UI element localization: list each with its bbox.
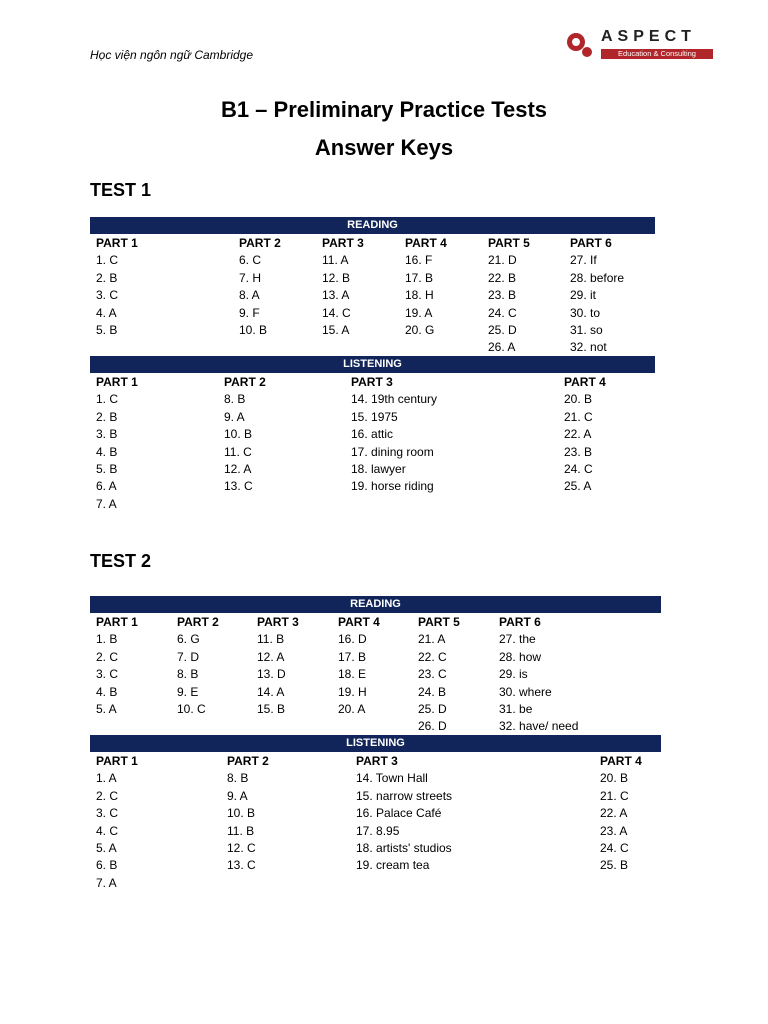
answer-item: 21. D	[488, 253, 517, 268]
answer-item: 21. C	[600, 788, 629, 803]
answer-item: 7. H	[239, 270, 262, 285]
institute-name: Học viện ngôn ngữ Cambridge	[90, 48, 254, 62]
answer-item: 13. C	[224, 479, 253, 494]
aspect-logo	[565, 28, 715, 62]
part-header: PART 1	[96, 754, 138, 768]
answer-item: 17. B	[338, 649, 367, 664]
answer-item: 25. B	[600, 858, 629, 873]
answer-item: 19. horse riding	[351, 479, 434, 494]
answer-item: 10. B	[224, 427, 253, 442]
answer-item: 9. F	[239, 305, 260, 320]
answer-column	[322, 235, 364, 339]
answer-item: 22. A	[564, 427, 592, 442]
answer-item: 6. A	[96, 479, 117, 494]
part-header: PART 1	[96, 236, 138, 250]
listening-band: LISTENING	[90, 356, 655, 373]
answer-item: 1. A	[96, 771, 117, 786]
answer-item: 3. B	[96, 427, 118, 442]
answer-item: 15. B	[257, 701, 286, 716]
answer-column	[224, 374, 266, 496]
logo-word: ASPECT	[601, 28, 696, 45]
page-title: B1 – Preliminary Practice Tests	[220, 97, 548, 122]
answer-item: 11. A	[322, 253, 349, 268]
answer-item: 12. C	[227, 840, 256, 855]
answer-item: 8. B	[177, 667, 199, 682]
answer-item: 16. D	[338, 632, 367, 647]
answer-item: 18. lawyer	[351, 461, 406, 476]
answer-item: 25. D	[418, 701, 447, 716]
answer-item: 20. B	[564, 392, 593, 407]
answer-item: 8. A	[239, 288, 260, 303]
answer-item: 17. 8.95	[356, 823, 400, 838]
answer-item: 14. A	[257, 684, 285, 699]
answer-item: 10. B	[227, 806, 256, 821]
answer-item: 14. 19th century	[351, 392, 438, 407]
answer-item: 13. C	[227, 858, 256, 873]
part-header: PART 3	[356, 754, 398, 768]
answer-item: 32. not	[570, 340, 607, 355]
answer-item: 20. G	[405, 322, 435, 337]
answer-column	[418, 614, 460, 736]
test-heading: TEST 2	[90, 551, 152, 571]
answer-column	[570, 235, 624, 357]
answer-item: 20. B	[600, 771, 629, 786]
answer-item: 7. A	[96, 875, 117, 890]
answer-item: 2. B	[96, 409, 118, 424]
answer-item: 17. B	[405, 270, 434, 285]
answer-item: 24. B	[418, 684, 447, 699]
page-subtitle: Answer Keys	[314, 135, 454, 160]
answer-item: 26. D	[418, 719, 447, 734]
answer-column	[564, 374, 606, 496]
answer-item: 18. artists' studios	[356, 840, 452, 855]
answer-item: 24. C	[600, 840, 629, 855]
answer-item: 16. Palace Café	[356, 806, 442, 821]
part-header: PART 3	[322, 236, 364, 250]
part-header: PART 4	[600, 754, 642, 768]
part-header: PART 2	[224, 375, 266, 389]
answer-column	[239, 235, 281, 339]
answer-item: 28. how	[499, 649, 542, 664]
part-header: PART 4	[564, 375, 606, 389]
answer-item: 27. If	[570, 253, 597, 268]
answer-item: 22. C	[418, 649, 447, 664]
answer-item: 6. C	[239, 253, 262, 268]
answer-item: 16. F	[405, 253, 433, 268]
answer-column	[499, 614, 578, 736]
answer-item: 10. C	[177, 701, 206, 716]
part-header: PART 2	[177, 615, 219, 629]
test-heading: TEST 1	[90, 180, 152, 200]
answer-item: 25. A	[564, 479, 592, 494]
answer-item: 2. B	[96, 270, 118, 285]
answer-column	[96, 614, 138, 718]
answer-item: 6. G	[177, 632, 200, 647]
answer-item: 11. B	[227, 823, 255, 838]
answer-item: 23. A	[600, 823, 628, 838]
answer-item: 19. H	[338, 684, 367, 699]
answer-item: 29. it	[570, 288, 597, 303]
answer-column	[227, 753, 269, 875]
answer-item: 21. A	[418, 632, 446, 647]
answer-item: 1. C	[96, 253, 119, 268]
answer-item: 12. B	[322, 270, 351, 285]
answer-item: 28. before	[570, 270, 625, 285]
answer-item: 4. A	[96, 305, 117, 320]
answer-item: 8. B	[227, 771, 249, 786]
answer-column	[96, 374, 138, 513]
answer-item: 3. C	[96, 288, 119, 303]
answer-item: 16. attic	[351, 427, 394, 442]
answer-item: 11. C	[224, 444, 252, 459]
answer-item: 9. A	[224, 409, 245, 424]
answer-item: 26. A	[488, 340, 516, 355]
answer-item: 19. A	[405, 305, 433, 320]
part-header: PART 6	[499, 615, 541, 629]
answer-item: 24. C	[564, 461, 593, 476]
part-header: PART 5	[488, 236, 530, 250]
answer-item: 15. 1975	[351, 409, 398, 424]
answer-item: 29. is	[499, 667, 528, 682]
answer-item: 8. B	[224, 392, 246, 407]
answer-column	[338, 614, 380, 718]
part-header: PART 2	[239, 236, 281, 250]
reading-band: READING	[90, 217, 655, 234]
listening-band: LISTENING	[90, 735, 661, 752]
answer-item: 21. C	[564, 409, 593, 424]
answer-item: 19. cream tea	[356, 858, 430, 873]
answer-item: 10. B	[239, 322, 268, 337]
answer-item: 25. D	[488, 322, 517, 337]
answer-item: 31. be	[499, 701, 533, 716]
answer-item: 12. A	[224, 461, 252, 476]
part-header: PART 5	[418, 615, 460, 629]
part-header: PART 3	[351, 375, 393, 389]
answer-column	[356, 753, 452, 875]
answer-item: 9. A	[227, 788, 248, 803]
answer-item: 27. the	[499, 632, 536, 647]
answer-item: 14. Town Hall	[356, 771, 428, 786]
part-header: PART 6	[570, 236, 612, 250]
answer-item: 18. E	[338, 667, 367, 682]
part-header: PART 4	[338, 615, 380, 629]
answer-item: 20. A	[338, 701, 366, 716]
answer-item: 15. narrow streets	[356, 788, 453, 803]
answer-item: 14. C	[322, 305, 351, 320]
part-header: PART 1	[96, 615, 138, 629]
answer-item: 4. C	[96, 823, 119, 838]
part-header: PART 4	[405, 236, 447, 250]
answer-item: 5. A	[96, 701, 117, 716]
answer-column	[257, 614, 299, 718]
answer-item: 4. B	[96, 684, 118, 699]
part-header: PART 2	[227, 754, 269, 768]
answer-item: 7. D	[177, 649, 200, 664]
answer-column	[405, 235, 447, 339]
answer-item: 18. H	[405, 288, 434, 303]
answer-item: 24. C	[488, 305, 517, 320]
answer-item: 3. C	[96, 667, 119, 682]
answer-item: 2. C	[96, 788, 119, 803]
answer-item: 23. B	[488, 288, 517, 303]
logo-mark-icon	[565, 30, 595, 60]
answer-item: 1. C	[96, 392, 119, 407]
answer-item: 7. A	[96, 496, 117, 511]
answer-item: 5. B	[96, 322, 118, 337]
answer-item: 31. so	[570, 322, 603, 337]
answer-item: 5. B	[96, 461, 118, 476]
part-header: PART 3	[257, 615, 299, 629]
answer-item: 11. B	[257, 632, 285, 647]
answer-item: 22. B	[488, 270, 517, 285]
answer-item: 2. C	[96, 649, 119, 664]
logo-tagline: Education & Consulting	[601, 49, 713, 59]
answer-item: 1. B	[96, 632, 118, 647]
answer-item: 9. E	[177, 684, 199, 699]
answer-item: 13. A	[322, 288, 350, 303]
answer-item: 23. C	[418, 667, 447, 682]
answer-item: 13. D	[257, 667, 286, 682]
answer-item: 4. B	[96, 444, 118, 459]
answer-column	[177, 614, 219, 718]
answer-item: 22. A	[600, 806, 628, 821]
answer-item: 30. where	[499, 684, 552, 699]
answer-item: 30. to	[570, 305, 601, 320]
part-header: PART 1	[96, 375, 138, 389]
answer-item: 15. A	[322, 322, 350, 337]
reading-band: READING	[90, 596, 661, 613]
answer-item: 5. A	[96, 840, 117, 855]
answer-column	[96, 235, 138, 339]
answer-column	[351, 374, 437, 496]
answer-item: 12. A	[257, 649, 285, 664]
answer-item: 32. have/ need	[499, 719, 579, 734]
answer-item: 17. dining room	[351, 444, 434, 459]
answer-item: 6. B	[96, 858, 118, 873]
answer-column	[600, 753, 642, 875]
answer-item: 23. B	[564, 444, 593, 459]
answer-column	[488, 235, 530, 357]
answer-column	[96, 753, 138, 892]
answer-item: 3. C	[96, 806, 119, 821]
